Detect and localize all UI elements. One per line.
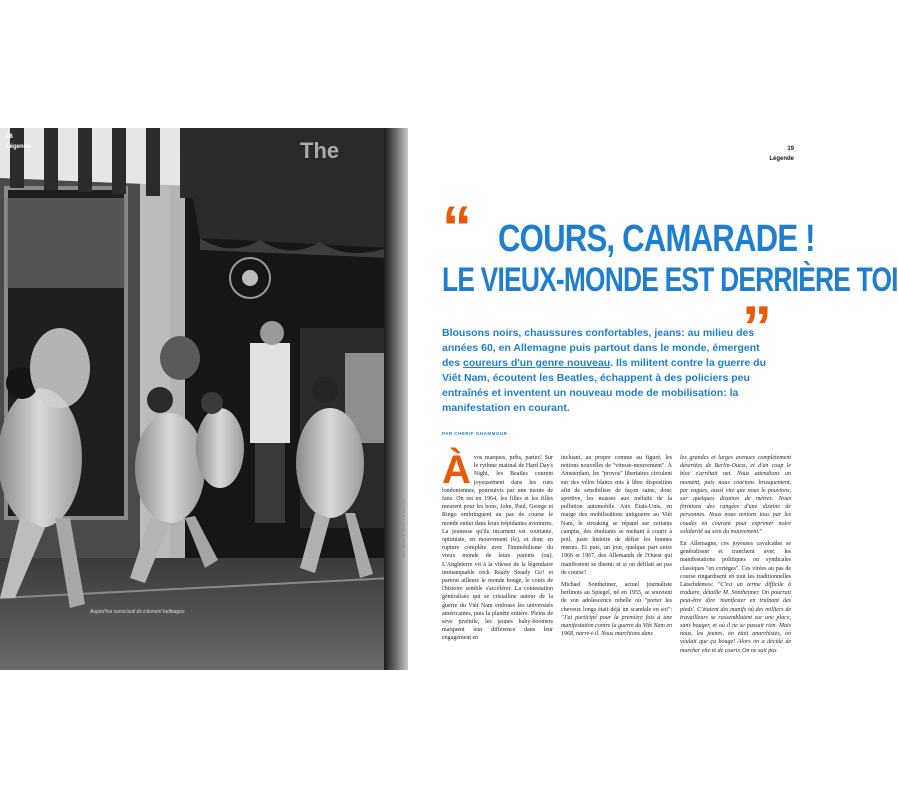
column-3-paragraph: En Allemagne, ces joyeuses cavalcades se généralisent et tranchent avec les manifestations politiques ou syndicales classiques "en cortèges". Ces virées au pas de course ringardisent en tout les traditionnelles Latschdemos: [680, 541, 791, 589]
standfirst-part-2: . Ils militent contre la guerre du Viêt Nam, écoutent les Beatles, échappent à des policiers peu entraînés et inventent un nouveau mode de mobilisation: la manifestation en courant. [442, 357, 767, 414]
column-3-quote: les grandes et larges avenues complètement désertées de Berlin-Ouest, et d'un coup le bloc s'arrêtait net. Nous attendions un moment, puis nous courions brusquement, par vagues, aussi vite que nous le pouvions, sur quelques dizaines de mètres. Nous formions des rangées d'une dizaine de personnes. Nous nous tenions tous par les coudes en courant pour exprimer notre solidarité au sein du mouvement." [680, 455, 791, 535]
standfirst-link[interactable]: coureurs d'un genre nouveau [463, 357, 611, 369]
standfirst [442, 326, 772, 416]
right-page-rubric: Légende [769, 156, 794, 162]
left-page-photo [0, 128, 392, 670]
right-page-article [408, 128, 898, 670]
right-page-folio: 19 [787, 146, 794, 152]
article-columns [442, 448, 792, 659]
svg-text:The: The [300, 138, 340, 163]
column-3-quote-2: "C'est un terme difficile à traduire, détaille M. Sontheimer. On pourrait peut-être dire 'manifester en traînant des pieds'. C'étaient des manifs où des milliers de travailleurs se rassemblaient sur une place, sans bouger, et où il ne se passait rien. Mais nous, les jeunes, on était anarchistes, on voulait que ça bouge! Alors on a décidé de marcher vite et de courir. On ne sait pas [680, 582, 792, 654]
article-column-2 [561, 454, 672, 659]
drop-cap: À [442, 448, 471, 492]
column-1-text: vos marques, prêts, partez! Sur le rythme matinal de Hard Day's Night, les Beatles courent joyeusement dans les rues londoniennes, poursuivis par une meute de fans. On est en 1964, les filles et les filles meurent pour les bons, John, Paul, George et Ringo embringuent au pas de course le monde entier dans leurs trépidantes aventures. La jeunesse qu'ils incarnent est souriante, optimiste, en mouvement (le), et donc en rupture complète avec l'immobilisme du vieux monde de leurs parents (ou). L'Angleterre vit à la vitesse de la légendaire immanquable rock Ready Steady Go! et partout ailleurs le monde bouge, le cours de l'histoire semble s'accélérer. La contestation généralisée qui se cristalline autour de la guerre du Viêt Nam embrase les universités américaines, puis la planète entière. Pleins de sève juvénile, les jeunes baby-boomers marquent leur différence dans leur engagement en [442, 455, 553, 642]
photo-caption: Aujard'hui sunscisoil ds iclemenl belfeagus [90, 609, 185, 615]
standfirst-part-1: Blousons noirs, chaussures confortables, jeans: au milieu des années 60, en Allemagne puis partout dans le monde, émergent des [442, 327, 760, 369]
left-page-folio: 18 [6, 134, 13, 140]
column-2-quote: "J'ai participé pour la première fois à une manifestation contre la guerre du Viêt Nam en 1968, narre-t-il. Nous marchions dans [561, 614, 672, 638]
opening-quote-mark: “ [442, 194, 472, 261]
magazine-spread [0, 128, 898, 670]
closing-quote-mark: ” [742, 294, 772, 361]
headline-line-1: COURS, CAMARADE ! [498, 218, 815, 260]
column-2-paragraph-1: incluant, au propre comme au figuré, les notions nouvelles de "vitesse-mouvement". À Amsterdam, les "provos" libertaires circulent sur des vélos blancs mis à libre disposition afin de sensibiliser de façon saine, donc sportive, les masses aux méfaits de la pollution automobile. Aux États-Unis, en marge des mobilisations antiguerre au Viêt Nam, le streaking se répand sur certains campus, des étudiants se mettant à courir à poil, juste histoire de défier les bonnes mœurs. Et puis, un jour, quelque part entre 1966 et 1967, des Allemands de l'Ouest qui manifestent se disent: et si on défilait au pas de course? [561, 455, 672, 576]
street-photo [0, 128, 392, 670]
column-2-paragraph-2: Michael Sontheimer, actuel journaliste berlinois au Spiegel, né en 1955, se souvient de son adolescence rebelle où "porter les cheveux longs était déjà un scandale en soi": [561, 582, 672, 613]
article-column-1 [442, 448, 553, 659]
left-page-rubric: Légende [6, 144, 31, 150]
byline: PAR CHERIF GHAMMOUR [442, 431, 508, 436]
headline-line-2: LE VIEUX-MONDE EST DERRIÈRE TOI [442, 261, 898, 299]
article-column-3 [680, 454, 791, 659]
photo-credit: SEPTEMBER 2015 · LE MONDE [401, 498, 406, 558]
